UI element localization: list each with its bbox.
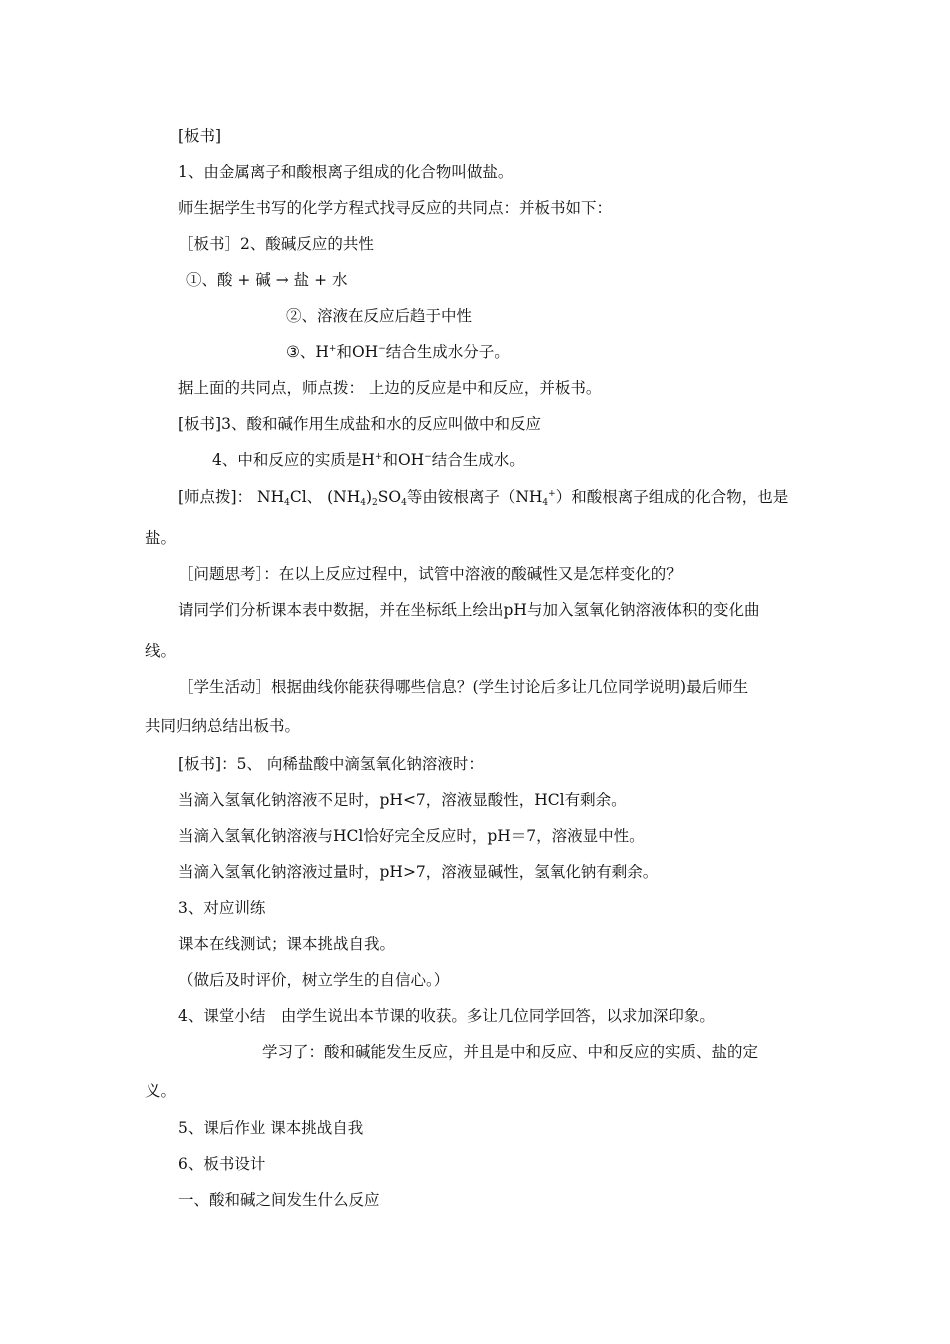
superscript: +: [374, 452, 383, 462]
text-run: ）和酸根离子组成的化合物，也是: [555, 488, 789, 506]
subscript: 4: [542, 498, 549, 508]
text-line: [板书]：5、 向稀盐酸中滴氢氧化钠溶液时：: [178, 755, 484, 773]
text-line: [板书]: [178, 127, 222, 145]
text-line: ［学生活动］根据曲线你能获得哪些信息？(学生讨论后多让几位同学说明)最后师生: [178, 678, 749, 696]
text-line: [286, 342, 510, 362]
text-line: 当滴入氢氧化钠溶液与HCl恰好完全反应时，pH＝7，溶液显中性。: [178, 827, 645, 845]
text-line: 据上面的共同点，师点拨： 上边的反应是中和反应，并板书。: [178, 379, 602, 397]
text-line: 5、课后作业 课本挑战自我: [178, 1119, 364, 1137]
text-run: Cl、 (NH: [289, 488, 361, 506]
text-line: 一、酸和碱之间发生什么反应: [178, 1191, 380, 1209]
text-line: 义。: [145, 1082, 177, 1100]
text-line: ②、溶液在反应后趋于中性: [286, 307, 473, 325]
text-line: 盐。: [145, 529, 177, 547]
text-run: [师点拨]： NH: [178, 488, 285, 506]
text-line: 6、板书设计: [178, 1155, 266, 1173]
text-line: 师生据学生书写的化学方程式找寻反应的共同点：并板书如下：: [178, 199, 613, 217]
text-run: 结合生成水分子。: [385, 343, 510, 361]
text-line: [板书]3、酸和碱作用生成盐和水的反应叫做中和反应: [178, 415, 541, 433]
text-run: SO: [377, 488, 402, 506]
text-line: ［板书］2、酸碱反应的共性: [178, 235, 374, 253]
text-run: 和OH: [382, 451, 425, 469]
text-line: 3、对应训练: [178, 899, 266, 917]
subscript: 4: [401, 498, 407, 508]
text-line: [178, 487, 788, 507]
text-line: [212, 450, 525, 470]
text-run: ): [365, 488, 373, 506]
text-line: 当滴入氢氧化钠溶液不足时，pH<7，溶液显酸性，HCl有剩余。: [178, 791, 627, 809]
text-run: ③、H: [286, 343, 329, 361]
text-line: 请同学们分析课本表中数据，并在坐标纸上绘出pH与加入氢氧化钠溶液体积的变化曲: [178, 601, 760, 619]
subscript: 4: [360, 498, 366, 508]
subscript: 2: [372, 498, 378, 508]
text-line: 学习了：酸和碱能发生反应，并且是中和反应、中和反应的实质、盐的定: [262, 1043, 759, 1061]
text-line: 共同归纳总结出板书。: [145, 717, 301, 735]
text-run: 结合生成水。: [431, 451, 525, 469]
text-run: 4、中和反应的实质是H: [212, 451, 375, 469]
text-line: 4、课堂小结 由学生说出本节课的收获。多让几位同学回答，以求加深印象。: [178, 1007, 715, 1025]
text-line: 线。: [145, 642, 177, 660]
subscript: 4: [284, 498, 290, 508]
text-run: 和OH: [336, 343, 379, 361]
superscript: −: [378, 344, 386, 354]
text-line: 课本在线测试；课本挑战自我。: [178, 935, 396, 953]
text-line: ①、酸 + 碱 → 盐 + 水: [186, 271, 348, 289]
text-line: （做后及时评价，树立学生的自信心。）: [178, 971, 450, 989]
superscript: +: [328, 344, 337, 354]
text-run: 等由铵根离子（NH: [406, 488, 543, 506]
text-line: ［问题思考］：在以上反应过程中，试管中溶液的酸碱性又是怎样变化的？: [178, 565, 682, 583]
superscript: +: [548, 489, 556, 499]
text-line: 当滴入氢氧化钠溶液过量时，pH>7，溶液显碱性，氢氧化钠有剩余。: [178, 863, 659, 881]
text-line: 1、由金属离子和酸根离子组成的化合物叫做盐。: [178, 163, 514, 181]
superscript: −: [424, 452, 432, 462]
